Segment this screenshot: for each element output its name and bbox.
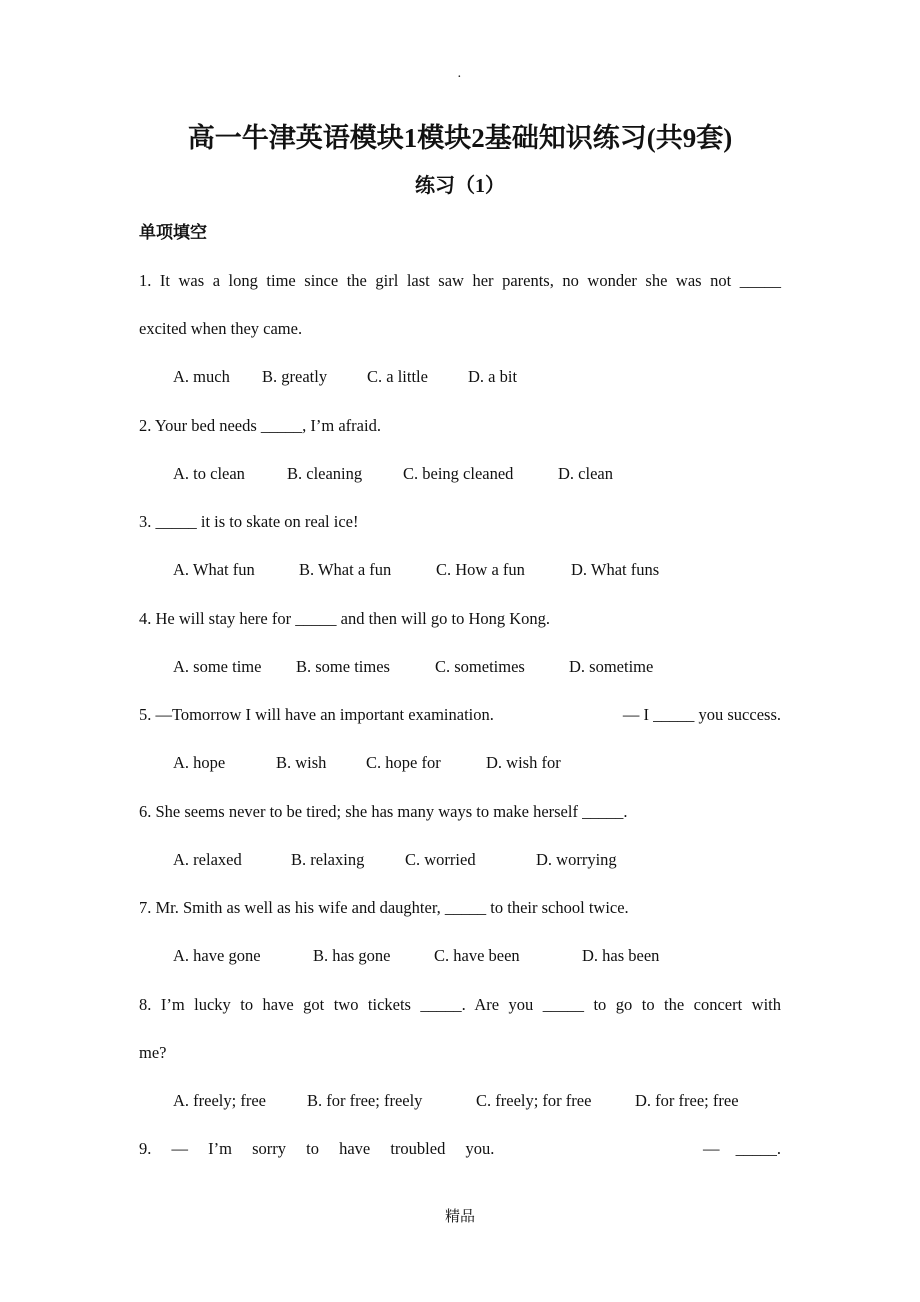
header-mark: · xyxy=(457,70,462,85)
option-d: D. a bit xyxy=(468,367,518,386)
question-6-line-1: 6. She seems never to be tired; she has many ways to make herself _____. xyxy=(139,802,628,821)
option-b: B. has gone xyxy=(313,946,391,965)
option-b: B. What a fun xyxy=(299,560,392,579)
question-7-line-1: 7. Mr. Smith as well as his wife and daughter, _____ to their school twice. xyxy=(139,898,629,917)
question-5-line-1 xyxy=(139,705,781,725)
question-2-line-1: 2. Your bed needs _____, I’m afraid. xyxy=(139,416,381,435)
option-b: B. relaxing xyxy=(291,850,365,869)
option-c: C. How a fun xyxy=(436,560,525,579)
option-b: B. some times xyxy=(296,657,390,676)
question-8-line-2: me? xyxy=(139,1043,167,1062)
question-4-line-1: 4. He will stay here for _____ and then will go to Hong Kong. xyxy=(139,609,551,628)
question-1-line-1: 1. It was a long time since the girl last saw her parents, no wonder she was not _____ xyxy=(139,271,781,290)
option-a: A. some time xyxy=(173,657,262,676)
option-d: D. wish for xyxy=(486,753,561,772)
question-9-line-1 xyxy=(139,1139,781,1159)
option-a: A. much xyxy=(173,367,230,386)
option-c: C. worried xyxy=(405,850,476,869)
question-9-prompt: 9. — I’m sorry to have troubled you. xyxy=(139,1139,495,1158)
option-d: D. What funs xyxy=(571,560,660,579)
option-b: B. for free; freely xyxy=(307,1091,423,1110)
question-3-line-1: 3. _____ it is to skate on real ice! xyxy=(139,512,359,531)
option-c: C. have been xyxy=(434,946,520,965)
option-c: C. being cleaned xyxy=(403,464,514,483)
page-footer: 精品 xyxy=(444,1209,475,1225)
exercise-subtitle: 练习（1） xyxy=(415,175,505,197)
option-c: C. hope for xyxy=(366,753,441,772)
option-a: A. to clean xyxy=(173,464,245,483)
option-c: C. a little xyxy=(367,367,428,386)
option-d: D. clean xyxy=(558,464,613,483)
option-a: A. relaxed xyxy=(173,850,242,869)
option-c: C. sometimes xyxy=(435,657,525,676)
option-d: D. worrying xyxy=(536,850,617,869)
question-5-reply: — I _____ you success. xyxy=(622,705,781,724)
option-b: B. cleaning xyxy=(287,464,363,483)
option-b: B. wish xyxy=(276,753,327,772)
option-d: D. for free; free xyxy=(635,1091,739,1110)
option-a: A. have gone xyxy=(173,946,261,965)
option-a: A. What fun xyxy=(173,560,255,579)
question-5-prompt: 5. —Tomorrow I will have an important examination. xyxy=(139,705,494,724)
page-title: 高一牛津英语模块1模块2基础知识练习(共9套) xyxy=(187,123,733,153)
option-a: A. freely; free xyxy=(173,1091,266,1110)
option-a: A. hope xyxy=(173,753,226,772)
section-heading: 单项填空 xyxy=(139,223,207,242)
question-9-reply: — _____. xyxy=(703,1139,781,1158)
option-c: C. freely; for free xyxy=(476,1091,592,1110)
option-d: D. has been xyxy=(582,946,660,965)
option-d: D. sometime xyxy=(569,657,654,676)
option-b: B. greatly xyxy=(262,367,328,386)
question-8-line-1: 8. I’m lucky to have got two tickets _____. Are you _____ to go to the concert with xyxy=(139,995,781,1014)
question-1-line-2: excited when they came. xyxy=(139,319,303,338)
